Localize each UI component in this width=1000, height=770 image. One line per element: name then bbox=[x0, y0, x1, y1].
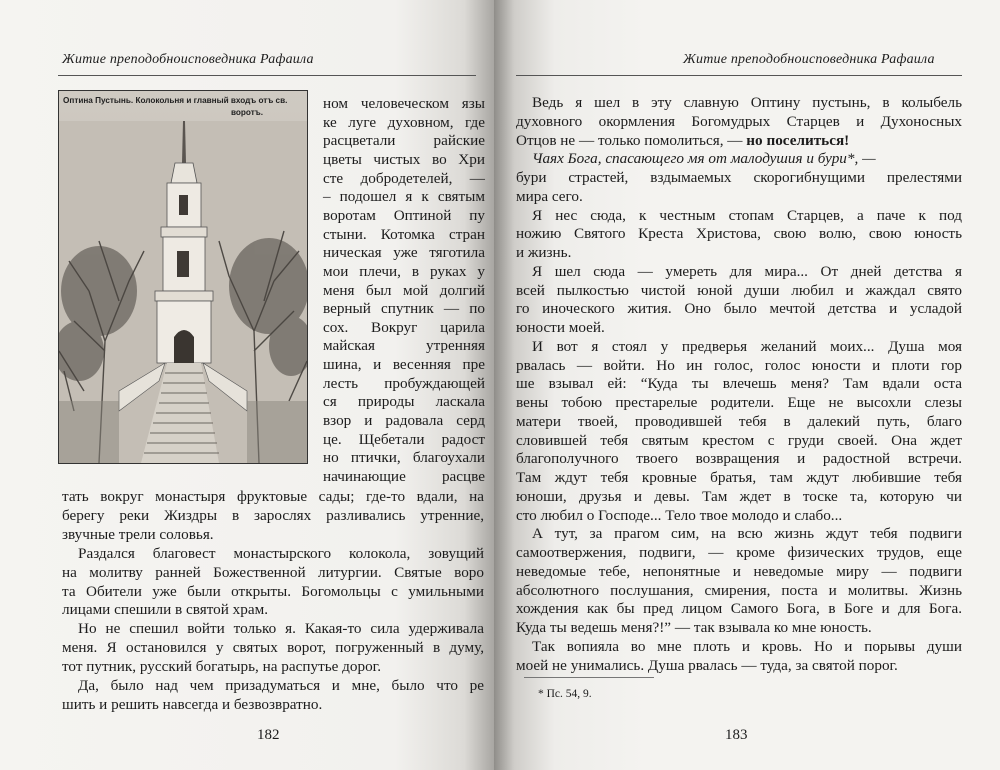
text-line: Я нес сюда, к честным стопам Старцев, а паче к под bbox=[532, 206, 962, 224]
text-line: вены тобою престарелые родители. Еще не высохли слезы bbox=[516, 394, 962, 411]
text-line: лицами спешили в святой храм. bbox=[62, 601, 269, 619]
text-line: юноши, друзья и девы. Там ждет в тоске та, которую чи bbox=[516, 487, 962, 505]
text-line: майская утренняя bbox=[323, 337, 485, 355]
text-line: воротам Оптиной пу bbox=[323, 206, 485, 224]
text-line: ножию Святого Креста Христова, свою волю, свою юность bbox=[516, 225, 962, 243]
text-line: мира сего. bbox=[516, 187, 583, 205]
text-line: меня. Я остановился у святых ворот, погруженный в думу, bbox=[62, 639, 484, 657]
text-line: самоотвержения, подвиги, — кроме физических трудов, еще bbox=[516, 544, 962, 561]
footnote-rule bbox=[524, 677, 654, 678]
text-line: стыни. Котомка стран bbox=[323, 225, 485, 243]
left-page bbox=[0, 0, 494, 770]
text-line: берегу реки Жиздры в зарослях разливались утренние, bbox=[62, 506, 484, 524]
text-line: Так вопияла во мне плоть и кровь. Но и порывы души bbox=[532, 637, 962, 655]
text-line: Да, было над чем призадуматься и мне, было что ре bbox=[78, 677, 484, 694]
text-line: Чаях Бога, спасающего мя от малодушия и бури*, — bbox=[532, 150, 876, 168]
text-line: верный спутник — по bbox=[323, 300, 485, 318]
header-rule-right bbox=[516, 75, 962, 76]
text-line: Раздался благовест монастырского колокола, зовущий bbox=[78, 544, 484, 562]
text-line: цветы чистых во Хри bbox=[323, 150, 485, 168]
text-line: ше взывал ей: “Куда ты влечешь меня? Там вдали оста bbox=[516, 375, 962, 393]
text-line: и жизнь. bbox=[516, 244, 572, 261]
text-line: звучные трели соловья. bbox=[62, 525, 214, 543]
text-line: матери твоей, проводившей тебя в далекий путь, благо bbox=[516, 412, 962, 430]
text-line: всей пылкостью чистой юной души любил и жаждал свято bbox=[516, 281, 962, 299]
text-line: расцветали райские bbox=[323, 132, 485, 150]
text-line: бури страстей, вздымаемых скорогибнущими прелестями bbox=[516, 169, 962, 186]
bell-tower-illustration bbox=[59, 91, 307, 463]
text-line: мои плечи, в руках у bbox=[323, 262, 485, 280]
text-line: словившей тебя святым крестом с груди своей. Она ждет bbox=[516, 431, 962, 449]
monastery-photo bbox=[58, 90, 308, 464]
text-line: ся природы ласкала bbox=[323, 393, 485, 411]
text-line: взор и радовала серд bbox=[323, 412, 485, 430]
text-line: ном человеческом язы bbox=[323, 95, 485, 112]
text-line: хождения как бы пред лицом Самого Бога, в Боге и для Бога. bbox=[516, 600, 962, 618]
text-line: сто любил о Господе... Тело твое молодо и слабо... bbox=[516, 506, 843, 524]
text-line: духовного окормления Богомудрых Старцев и Духоносных bbox=[516, 112, 962, 130]
text-line: И вот я стоял у предверья желаний моих... Душа моя bbox=[532, 337, 962, 355]
running-head-right: Житие преподобноисповедника Рафаила bbox=[683, 52, 935, 67]
text-line: неведомые тебе, непонятные и неведомые миру — подвиги bbox=[516, 562, 962, 580]
header-rule-left bbox=[58, 75, 476, 76]
text-line: рвалась — войти. Но ин голос, голос юности и плоти гор bbox=[516, 356, 962, 374]
text-line: лесть пробуждающей bbox=[323, 374, 485, 392]
text-line: – подошел я к святым bbox=[323, 188, 485, 206]
text-line: юности моей. bbox=[516, 319, 605, 336]
text-line: А тут, за прагом сим, на всю жизнь ждут тебя подвиги bbox=[532, 525, 962, 543]
text-line: Ведь я шел в эту славную Оптину пустынь, в колыбель bbox=[532, 94, 962, 111]
text-line: Там ждут тебя кровные братья, там ждут любившие тебя bbox=[516, 469, 962, 486]
text-line: тать вокруг монастыря фруктовые сады; где-то вдали, на bbox=[62, 488, 484, 505]
text-line: меня был мой долгий bbox=[323, 281, 485, 299]
text-line: Я шел сюда — умереть для мира... От дней детства я bbox=[532, 262, 962, 280]
text-line: но птички, благоухали bbox=[323, 449, 485, 467]
photo-caption-line-2: воротъ. bbox=[231, 108, 263, 117]
text-line: Но не спешил войти только я. Какая-то сила удерживала bbox=[78, 620, 484, 638]
photo-caption-line-1: Оптина Пустынь. Колокольня и главный входъ отъ св. bbox=[63, 96, 288, 105]
text-line: абсолютного послушания, смирения, поста и молитвы. Жизнь bbox=[516, 581, 962, 599]
text-line: на молитву ранней Божественной литургии. Святые воро bbox=[62, 563, 484, 581]
page-number-right: 183 bbox=[725, 727, 748, 743]
text-line: начинающие расцве bbox=[323, 468, 485, 485]
text-line: сох. Вокруг царила bbox=[323, 318, 485, 336]
text-line: шина, и весенняя пре bbox=[323, 356, 485, 374]
text-line: шить и решить навсегда и безвозвратно. bbox=[62, 695, 323, 713]
text-line: це. Щебетали радост bbox=[323, 430, 485, 448]
text-line: тот путник, русский богатырь, на распутье дорог. bbox=[62, 658, 381, 676]
running-head-left: Житие преподобноисповедника Рафаила bbox=[62, 52, 314, 67]
text-line: ке луге духовном, где bbox=[323, 113, 485, 131]
text-line: Отцов не — только помолиться, — но поселиться! bbox=[516, 131, 850, 149]
page-number-left: 182 bbox=[257, 727, 280, 743]
footnote: * Пс. 54, 9. bbox=[538, 688, 592, 700]
text-line: та Обители уже были открыты. Богомольцы с умильными bbox=[62, 582, 484, 600]
text-line: моей не унимались. Душа рвалась — туда, за святой порог. bbox=[516, 656, 898, 674]
text-line: Куда ты ведешь меня?!” — так взывала ко мне юность. bbox=[516, 619, 872, 636]
text-line: ническая уже тяготила bbox=[323, 244, 485, 262]
text-line: благополучного твоего возвращения и радостной встречи. bbox=[516, 450, 962, 468]
text-line: го иноческого жития. Оно было мечтой детства и усладой bbox=[516, 300, 962, 318]
right-page bbox=[494, 0, 1000, 770]
text-line: сте добродетелей, — bbox=[323, 169, 485, 187]
